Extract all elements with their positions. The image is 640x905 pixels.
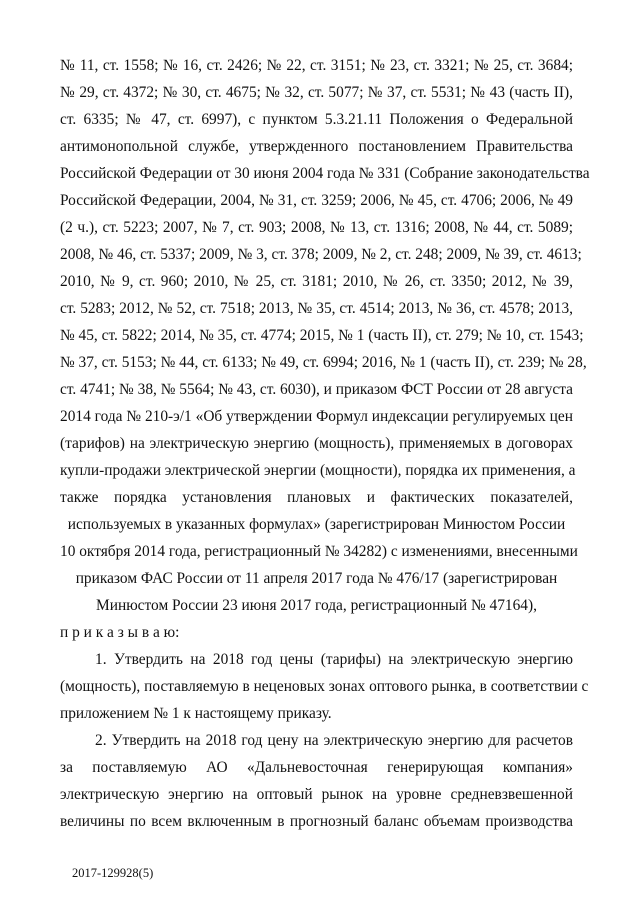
- text-line-10: ст. 5283; 2012, № 52, ст. 7518; 2013, № 35, ст. 4514; 2013, № 36, ст. 4578; 2013,: [60, 300, 573, 317]
- text-line-5: Российской Федерации от 30 июня 2004 года № 331 (Собрание законодательства: [60, 165, 590, 182]
- text-line-14: 2014 года № 210-э/1 «Об утверждении Формул индексации регулируемых цен: [60, 408, 573, 425]
- text-line-12: № 37, ст. 5153; № 44, ст. 6133; № 49, ст. 6994; 2016, № 1 (часть II), ст. 239; № 28,: [60, 354, 587, 371]
- text-line-6: Российской Федерации, 2004, № 31, ст. 3259; 2006, № 45, ст. 4706; 2006, № 49: [60, 192, 573, 209]
- text-line-7: (2 ч.), ст. 5223; 2007, № 7, ст. 903; 2008, № 13, ст. 1316; 2008, № 44, ст. 5089;: [60, 219, 573, 236]
- item-2-line-2: за поставляемую АО «Дальневосточная генерирующая компания»: [60, 759, 573, 776]
- item-1-line-1: 1. Утвердить на 2018 год цены (тарифы) на электрическую энергию: [95, 651, 573, 668]
- text-line-8: 2008, № 46, ст. 5337; 2009, № 3, ст. 378; 2009, № 2, ст. 248; 2009, № 39, ст. 4613;: [60, 246, 582, 263]
- text-line-1: № 11, ст. 1558; № 16, ст. 2426; № 22, ст. 3151; № 23, ст. 3321; № 25, ст. 3684;: [60, 57, 573, 74]
- item-2-line-1: 2. Утвердить на 2018 год цену на электрическую энергию для расчетов: [95, 732, 573, 749]
- item-2-line-3: электрическую энергию на оптовый рынок на уровне средневзвешенной: [60, 786, 573, 803]
- text-line-15: (тарифов) на электрическую энергию (мощность), применяемых в договорах: [60, 435, 573, 452]
- text-line-19: 10 октября 2014 года, регистрационный № 34282) с изменениями, внесенными: [60, 543, 578, 560]
- order-word: п р и к а з ы в а ю:: [60, 624, 180, 641]
- text-line-18: используемых в указанных формулах» (зарегистрирован Минюстом России: [67, 516, 566, 533]
- document-footer-number: 2017-129928(5): [72, 866, 154, 880]
- text-line-17: также порядка установления плановых и фактических показателей,: [60, 489, 573, 506]
- text-line-13: ст. 4741; № 38, № 5564; № 43, ст. 6030), и приказом ФСТ России от 28 августа: [60, 381, 573, 398]
- item-2-line-4: величины по всем включенным в прогнозный баланс объемам производства: [60, 813, 573, 830]
- text-line-9: 2010, № 9, ст. 960; 2010, № 25, ст. 3181; 2010, № 26, ст. 3350; 2012, № 39,: [60, 273, 573, 290]
- text-line-2: № 29, ст. 4372; № 30, ст. 4675; № 32, ст. 5077; № 37, ст. 5531; № 43 (часть II),: [60, 84, 573, 101]
- text-line-11: № 45, ст. 5822; 2014, № 35, ст. 4774; 2015, № 1 (часть II), ст. 279; № 10, ст. 1543;: [60, 327, 584, 344]
- text-line-16: купли-продажи электрической энергии (мощности), порядка их применения, а: [60, 462, 576, 479]
- text-line-20: приказом ФАС России от 11 апреля 2017 года № 476/17 (зарегистрирован: [75, 570, 558, 587]
- item-1-line-3: приложением № 1 к настоящему приказу.: [60, 705, 332, 722]
- item-1-line-2: (мощность), поставляемую в неценовых зонах оптового рынка, в соответствии с: [60, 678, 589, 695]
- text-line-3: ст. 6335; № 47, ст. 6997), с пунктом 5.3.21.11 Положения о Федеральной: [60, 111, 573, 128]
- text-line-4: антимонопольной службе, утвержденного постановлением Правительства: [60, 138, 573, 155]
- text-line-21: Минюстом России 23 июня 2017 года, регистрационный № 47164),: [96, 597, 537, 614]
